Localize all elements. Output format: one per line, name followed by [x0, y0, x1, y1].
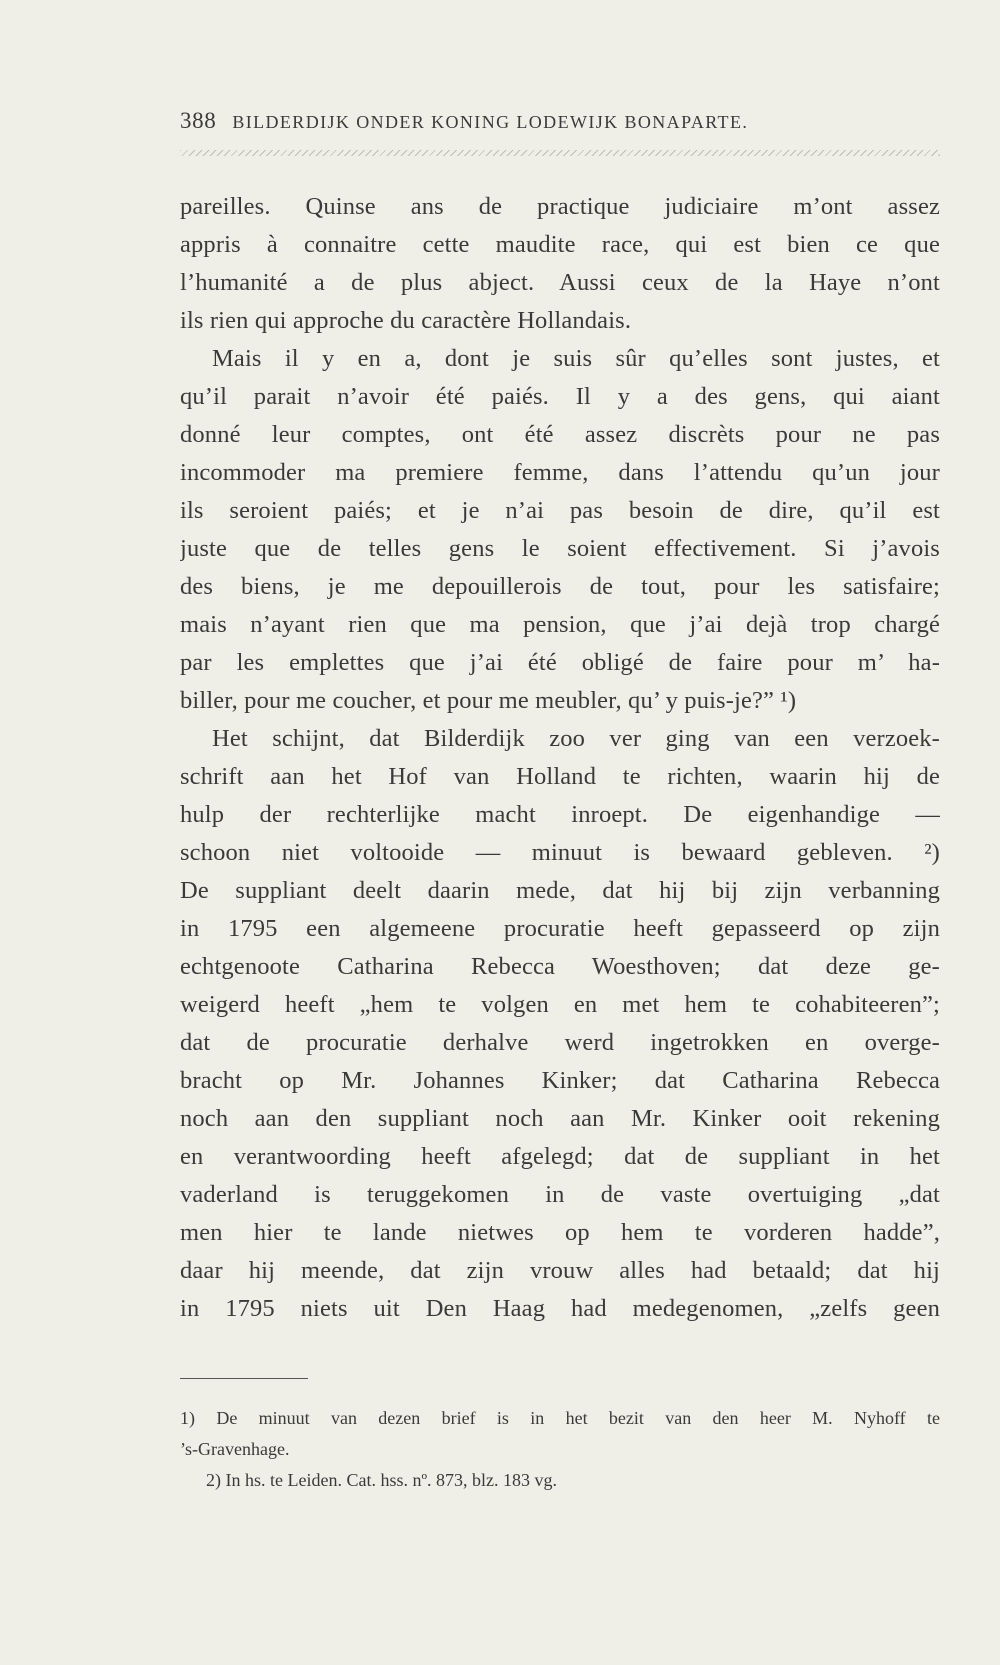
footnote-rule: [180, 1378, 308, 1379]
body-text: [180, 188, 940, 1328]
text-line: men hier te lande nietwes op hem te vorderen hadde”,: [180, 1219, 940, 1246]
text-line: qu’il parait n’avoir été paiés. Il y a des gens, qui aiant: [180, 383, 940, 410]
footnote-1-continuation: ’s-Gravenhage.: [180, 1439, 290, 1459]
text-line: ils seroient paiés; et je n’ai pas besoin de dire, qu’il est: [180, 497, 940, 524]
header-rule: [180, 150, 940, 156]
text-line: ils rien qui approche du caractère Hollandais.: [180, 307, 632, 334]
text-line: vaderland is teruggekomen in de vaste overtuiging „dat: [180, 1181, 940, 1208]
text-line: dat de procuratie derhalve werd ingetrokken en overge-: [180, 1029, 940, 1056]
text-line: en verantwoording heeft afgelegd; dat de suppliant in het: [180, 1143, 940, 1170]
footnote-1: 1) De minuut van dezen brief is in het bezit van den heer M. Nyhoff te: [180, 1408, 940, 1428]
text-line: pareilles. Quinse ans de practique judiciaire m’ont assez: [180, 193, 940, 220]
page-number: 388: [180, 108, 217, 133]
text-line: schrift aan het Hof van Holland te richten, waarin hij de: [180, 763, 940, 790]
book-page: [180, 0, 940, 1665]
text-line: De suppliant deelt daarin mede, dat hij bij zijn verbanning: [180, 877, 940, 904]
text-line: weigerd heeft „hem te volgen en met hem te cohabiteeren”;: [180, 991, 940, 1018]
text-line: par les emplettes que j’ai été obligé de faire pour m’ ha-: [180, 649, 940, 676]
text-line: noch aan den suppliant noch aan Mr. Kinker ooit rekening: [180, 1105, 940, 1132]
text-line: incommoder ma premiere femme, dans l’attendu qu’un jour: [180, 459, 940, 486]
text-line: Mais il y en a, dont je suis sûr qu’elles sont justes, et: [212, 345, 940, 372]
text-line: daar hij meende, dat zijn vrouw alles had betaald; dat hij: [180, 1257, 940, 1284]
footnote-2: 2) In hs. te Leiden. Cat. hss. nº. 873, blz. 183 vg.: [206, 1470, 558, 1490]
text-line: l’humanité a de plus abject. Aussi ceux de la Haye n’ont: [180, 269, 940, 296]
running-head-title: BILDERDIJK ONDER KONING LODEWIJK BONAPARTE.: [232, 112, 749, 132]
text-line: hulp der rechterlijke macht inroept. De eigenhandige —: [180, 801, 940, 828]
text-line: bracht op Mr. Johannes Kinker; dat Catharina Rebecca: [180, 1067, 940, 1094]
text-line: in 1795 een algemeene procuratie heeft gepasseerd op zijn: [180, 915, 940, 942]
text-line: schoon niet voltooide — minuut is bewaard gebleven. ²): [180, 839, 940, 866]
text-line: Het schijnt, dat Bilderdijk zoo ver ging van een verzoek-: [212, 725, 940, 752]
text-line: in 1795 niets uit Den Haag had medegenomen, „zelfs geen: [180, 1295, 940, 1322]
text-line: biller, pour me coucher, et pour me meubler, qu’ y puis-je?” ¹): [180, 687, 797, 714]
text-line: des biens, je me depouillerois de tout, pour les satisfaire;: [180, 573, 940, 600]
text-line: mais n’ayant rien que ma pension, que j’ai dejà trop chargé: [180, 611, 940, 638]
footnotes: [180, 1403, 940, 1496]
text-line: juste que de telles gens le soient effectivement. Si j’avois: [180, 535, 940, 562]
text-line: echtgenoote Catharina Rebecca Woesthoven; dat deze ge-: [180, 953, 940, 980]
text-line: appris à connaitre cette maudite race, qui est bien ce que: [180, 231, 940, 258]
running-head: [180, 108, 940, 142]
text-line: donné leur comptes, ont été assez discrèts pour ne pas: [180, 421, 940, 448]
